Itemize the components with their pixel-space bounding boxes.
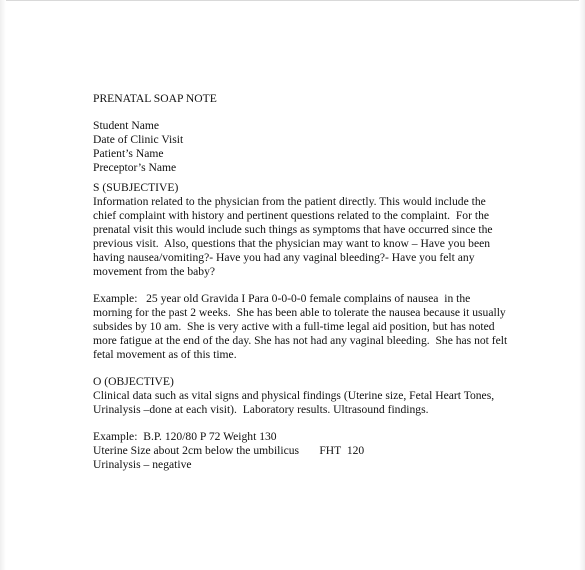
subjective-description-line: prenatal visit this would include such things as symptoms that have occurred since the (93, 223, 493, 236)
patient-name-field: Patient’s Name (93, 147, 164, 160)
subjective-example-line: more fatigue at the end of the day. She has not had any vaginal bleeding. She has not felt (93, 334, 508, 347)
preceptor-name-field: Preceptor’s Name (93, 161, 177, 174)
objective-example-line: Example: B.P. 120/80 P 72 Weight 130 (93, 430, 277, 443)
subjective-example-line: morning for the past 2 weeks. She has been able to tolerate the nausea because it usually (93, 306, 506, 319)
document-title: PRENATAL SOAP NOTE (93, 92, 217, 105)
document-body (93, 92, 513, 472)
subjective-description-line: having nausea/vomiting?- Have you had any vaginal bleeding?- Have you felt any (93, 251, 475, 264)
subjective-description-line: previous visit. Also, questions that the physician may want to know – Have you been (93, 237, 491, 250)
subjective-description-line: Information related to the physician from the patient directly. This would include the (93, 195, 486, 208)
subjective-section (93, 181, 513, 362)
subjective-heading: S (SUBJECTIVE) (93, 181, 179, 194)
objective-heading: O (OBJECTIVE) (93, 375, 174, 388)
objective-description-line: Clinical data such as vital signs and physical findings (Uterine size, Fetal Heart Tones, (93, 389, 495, 402)
objective-description-line: Urinalysis –done at each visit). Laboratory results. Ultrasound findings. (93, 403, 429, 416)
subjective-description-line: chief complaint with history and pertinent questions related to the complaint. For the (93, 209, 490, 222)
page-edge-right (579, 0, 585, 570)
header-fields (93, 119, 513, 175)
objective-section (93, 375, 513, 472)
page-edge-left (0, 0, 6, 570)
student-name-field: Student Name (93, 119, 160, 132)
subjective-example-line: Example: 25 year old Gravida I Para 0-0-0-0 female complains of nausea in the (93, 292, 471, 305)
subjective-example-line: fetal movement as of this time. (93, 348, 237, 361)
clinic-visit-date-field: Date of Clinic Visit (93, 133, 184, 146)
objective-example-line: Uterine Size about 2cm below the umbilicus FHT 120 (93, 444, 365, 457)
objective-example-line: Urinalysis – negative (93, 458, 192, 471)
subjective-example-line: subsides by 10 am. She is very active with a full-time legal aid position, but has noted (93, 320, 495, 333)
top-divider (0, 0, 585, 1)
subjective-description-line: movement from the baby? (93, 265, 216, 278)
